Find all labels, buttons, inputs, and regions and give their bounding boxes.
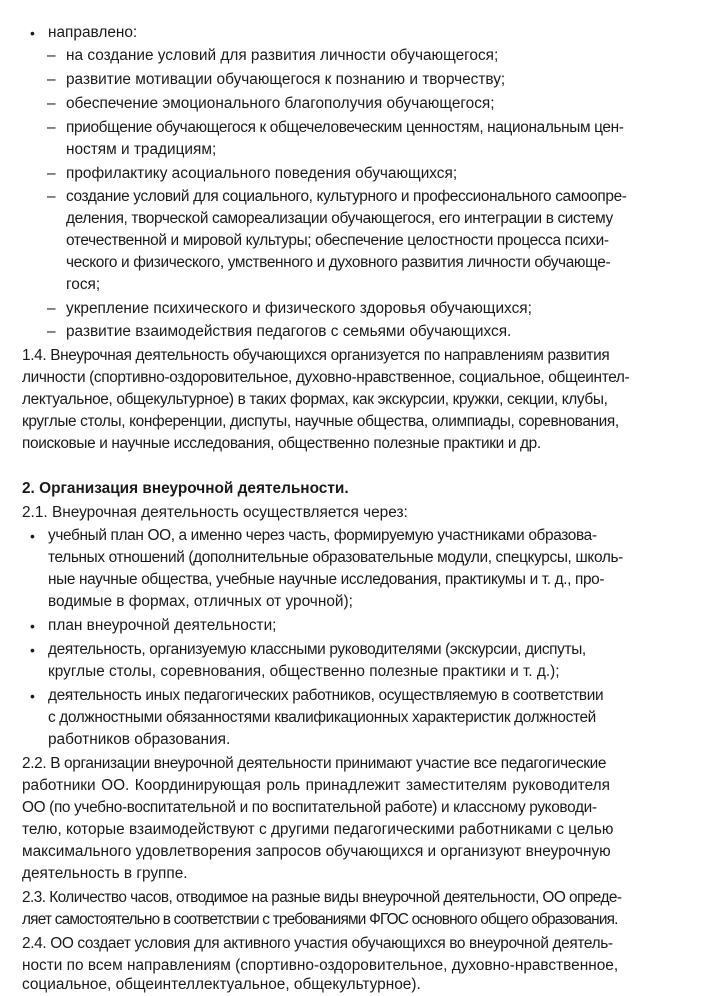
paragraph-2-1-intro: 2.1. Внеурочная деятельность осуществляется через:	[22, 504, 408, 521]
section-heading: 2. Организация внеурочной деятельности.	[22, 480, 349, 497]
dash-marker: –	[47, 119, 56, 136]
sub-item-line: отечественной и мировой культуры; обеспечение целостности процесса психи-	[66, 232, 609, 249]
list-item-line: план внеурочной деятельности;	[48, 617, 277, 634]
paragraph-line: 2.3. Количество часов, отводимое на разные виды внеурочной деятельности, ОО опреде-	[22, 889, 622, 906]
bullet-marker: •	[30, 528, 35, 544]
bullet-marker: •	[30, 688, 35, 704]
list-item-line: ные научные общества, учебные научные исследования, практикумы и т. д., про-	[48, 571, 605, 588]
list-item-line: водимые в формах, отличных от урочной);	[48, 593, 353, 610]
paragraph-line: телю, которые взаимодействуют с другими педагогическими работниками с целью	[22, 821, 614, 838]
sub-item-line: ческого и физического, умственного и духовного развития личности обучающе-	[66, 254, 611, 271]
paragraph-line: ности по всем направлениям (спортивно-оздоровительное, духовно-нравственное,	[22, 957, 619, 974]
dash-marker: –	[47, 95, 56, 112]
paragraph-line: работники ОО. Координирующая роль принадлежит заместителям руководителя	[22, 777, 610, 794]
bullet-marker: •	[30, 618, 35, 634]
sub-item-line: развитие мотивации обучающегося к познанию и творчеству;	[66, 71, 506, 88]
paragraph-line: ляет самостоятельно в соответствии с требованиями ФГОС основного общего образования.	[22, 911, 618, 928]
list-item-line: тельных отношений (дополнительные образовательные модули, спецкурсы, школь-	[48, 549, 623, 566]
sub-item-line: создание условий для социального, культурного и профессионального самоопре-	[66, 188, 627, 205]
list-item-line: с должностными обязанностями квалификационных характеристик должностей	[48, 709, 596, 726]
intro-text: направлено:	[48, 24, 138, 41]
sub-item-line: приобщение обучающегося к общечеловеческим ценностям, национальным цен-	[66, 119, 624, 136]
paragraph-line: лектуальное, общекультурное) в таких формах, как экскурсии, кружки, секции, клубы,	[22, 391, 608, 408]
sub-item-line: обеспечение эмоционального благополучия обучающегося;	[66, 95, 495, 112]
paragraph-line: поисковые и научные исследования, общественно полезные практики и др.	[22, 435, 541, 452]
list-item-line: работников образования.	[48, 731, 231, 748]
bullet-marker: •	[30, 25, 35, 41]
list-item-line: учебный план ОО, а именно через часть, формируемую участниками образова-	[48, 527, 597, 544]
paragraph-line: социальное, общеинтеллектуальное, общекультурное).	[22, 976, 421, 993]
paragraph-line: 2.4. ОО создает условия для активного участия обучающихся во внеурочной деятель-	[22, 935, 613, 952]
dash-marker: –	[47, 323, 56, 340]
paragraph-line: 2.2. В организации внеурочной деятельности принимают участие все педагогические	[22, 755, 607, 772]
sub-item-line: гося;	[66, 276, 101, 293]
list-item-line: деятельность, организуемую классными руководителями (экскурсии, диспуты,	[48, 641, 586, 658]
sub-item-line: ностям и традициям;	[66, 141, 217, 158]
dash-marker: –	[47, 188, 56, 205]
dash-marker: –	[47, 47, 56, 64]
paragraph-line: 1.4. Внеурочная деятельность обучающихся организуется по направлениям развития	[22, 347, 610, 364]
list-item-line: круглые столы, соревнования, общественно полезные практики и т. д.);	[48, 663, 560, 680]
paragraph-line: личности (спортивно-оздоровительное, духовно-нравственное, социальное, общеинтел-	[22, 369, 630, 386]
paragraph-line: круглые столы, конференции, диспуты, научные общества, олимпиады, соревнования,	[22, 413, 619, 430]
paragraph-line: ОО (по учебно-воспитательной и по воспитательной работе) и классному руководи-	[22, 799, 597, 816]
paragraph-line: максимального удовлетворения запросов обучающихся и организуют внеурочную	[22, 843, 611, 860]
sub-item-line: укрепление психического и физического здоровья обучающихся;	[66, 300, 532, 317]
list-item-line: деятельность иных педагогических работников, осуществляемую в соответствии	[48, 687, 604, 704]
paragraph-line: деятельность в группе.	[22, 865, 188, 882]
sub-item-line: развитие взаимодействия педагогов с семьями обучающихся.	[66, 323, 512, 340]
dash-marker: –	[47, 300, 56, 317]
sub-item-line: деления, творческой самореализации обучающегося, его интеграции в систему	[66, 210, 613, 227]
dash-marker: –	[47, 165, 56, 182]
bullet-marker: •	[30, 642, 35, 658]
sub-item-line: на создание условий для развития личности обучающегося;	[66, 47, 499, 64]
sub-item-line: профилактику асоциального поведения обучающихся;	[66, 165, 458, 182]
dash-marker: –	[47, 71, 56, 88]
